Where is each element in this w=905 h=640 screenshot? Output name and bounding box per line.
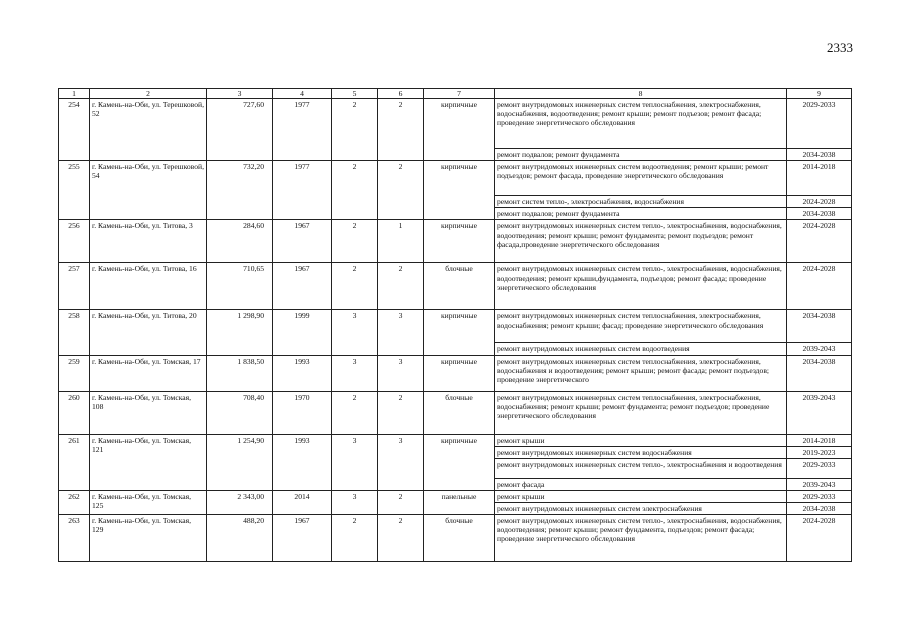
- floor-count: 2: [332, 263, 378, 310]
- building-area: 1 254,90: [207, 434, 273, 490]
- repair-period: 2039-2043: [787, 343, 852, 355]
- row-number: 257: [59, 263, 90, 310]
- construction-year: 2014: [273, 490, 332, 514]
- repair-period: 2034-2038: [787, 149, 852, 161]
- building-address: г. Камень-на-Оби, ул. Томская, 121: [90, 434, 207, 490]
- repair-work-description: ремонт внутридомовых инженерных систем тепло-, электроснабжения, водоснабжения, водоотведения; ремонт крыши,фундамента, подъездов; ремонт фасада; проведение энергетического обследования: [495, 263, 787, 310]
- repair-work-description: ремонт внутридомовых инженерных систем теплоснабжения, электроснабжения, водоснабжения; ремонт крыши; ремонт фундамента; ремонт подъездов; проведение энергетического обследования: [495, 391, 787, 434]
- building-area: 710,65: [207, 263, 273, 310]
- repair-period: 2014-2018: [787, 161, 852, 196]
- building-area: 1 838,50: [207, 355, 273, 391]
- building-area: 2 343,00: [207, 490, 273, 514]
- wall-material: кирпичные: [424, 220, 495, 263]
- floor-count: 3: [332, 310, 378, 355]
- entrance-count: 2: [378, 391, 424, 434]
- building-address: г. Камень-на-Оби, ул. Терешковой, 52: [90, 99, 207, 161]
- construction-year: 1993: [273, 434, 332, 490]
- building-area: 488,20: [207, 515, 273, 562]
- wall-material: блочные: [424, 391, 495, 434]
- construction-year: 1977: [273, 161, 332, 220]
- entrance-count: 3: [378, 310, 424, 355]
- repair-period: 2014-2018: [787, 434, 852, 446]
- construction-year: 1999: [273, 310, 332, 355]
- repair-period: 2029-2033: [787, 490, 852, 502]
- building-address: г. Камень-на-Оби, ул. Томская, 125: [90, 490, 207, 514]
- repair-work-description: ремонт подвалов; ремонт фундамента: [495, 149, 787, 161]
- row-number: 262: [59, 490, 90, 514]
- table-row: [59, 263, 852, 310]
- column-number: 1: [59, 89, 90, 99]
- entrance-count: 3: [378, 434, 424, 490]
- row-number: 263: [59, 515, 90, 562]
- wall-material: блочные: [424, 263, 495, 310]
- wall-material: кирпичные: [424, 310, 495, 355]
- entrance-count: 1: [378, 220, 424, 263]
- repair-period: 2034-2038: [787, 355, 852, 391]
- page-number: 2333: [827, 40, 853, 55]
- table-row: [59, 515, 852, 562]
- building-address: г. Камень-на-Оби, ул. Томская, 17: [90, 355, 207, 391]
- floor-count: 3: [332, 490, 378, 514]
- construction-year: 1967: [273, 515, 332, 562]
- entrance-count: 2: [378, 161, 424, 220]
- repair-period: 2024-2028: [787, 220, 852, 263]
- building-address: г. Камень-на-Оби, ул. Титова, 20: [90, 310, 207, 355]
- repair-period: 2024-2028: [787, 196, 852, 208]
- construction-year: 1977: [273, 99, 332, 161]
- column-number: 7: [424, 89, 495, 99]
- wall-material: блочные: [424, 515, 495, 562]
- repair-period: 2024-2028: [787, 263, 852, 310]
- building-area: 732,20: [207, 161, 273, 220]
- row-number: 256: [59, 220, 90, 263]
- repair-period: 2039-2043: [787, 478, 852, 490]
- floor-count: 2: [332, 161, 378, 220]
- repair-work-description: ремонт внутридомовых инженерных систем тепло-, электроснабжения и водоотведения: [495, 458, 787, 478]
- column-number: 8: [495, 89, 787, 99]
- floor-count: 2: [332, 99, 378, 161]
- floor-count: 3: [332, 434, 378, 490]
- repair-work-description: ремонт внутридомовых инженерных систем теплоснабжения, электроснабжения, водоснабжения; ремонт крыши; фасад; проведение энергетического обследования: [495, 310, 787, 343]
- wall-material: кирпичные: [424, 355, 495, 391]
- repair-work-description: ремонт подвалов; ремонт фундамента: [495, 208, 787, 220]
- repair-work-description: ремонт систем тепло-, электроснабжения, водоснабжения: [495, 196, 787, 208]
- repair-period: 2024-2028: [787, 515, 852, 562]
- wall-material: кирпичные: [424, 99, 495, 161]
- table-row: [59, 161, 852, 196]
- floor-count: 2: [332, 220, 378, 263]
- table-row: [59, 434, 852, 446]
- building-area: 1 298,90: [207, 310, 273, 355]
- column-number: 3: [207, 89, 273, 99]
- row-number: 254: [59, 99, 90, 161]
- wall-material: кирпичные: [424, 434, 495, 490]
- building-area: 708,40: [207, 391, 273, 434]
- repair-period: 2019-2023: [787, 446, 852, 458]
- table-row: [59, 220, 852, 263]
- housing-repair-table: [58, 88, 852, 562]
- building-address: г. Камень-на-Оби, ул. Титова, 16: [90, 263, 207, 310]
- floor-count: 3: [332, 355, 378, 391]
- repair-period: 2029-2033: [787, 458, 852, 478]
- table-row: [59, 99, 852, 149]
- column-number-row: [59, 89, 852, 99]
- building-address: г. Камень-на-Оби, ул. Титова, 3: [90, 220, 207, 263]
- wall-material: панельные: [424, 490, 495, 514]
- repair-work-description: ремонт внутридомовых инженерных систем водоснабжения: [495, 446, 787, 458]
- building-address: г. Камень-на-Оби, ул. Терешковой, 54: [90, 161, 207, 220]
- table-row: [59, 490, 852, 502]
- repair-work-description: ремонт крыши: [495, 490, 787, 502]
- construction-year: 1967: [273, 220, 332, 263]
- repair-period: 2034-2038: [787, 208, 852, 220]
- table-row: [59, 310, 852, 343]
- column-number: 4: [273, 89, 332, 99]
- repair-period: 2039-2043: [787, 391, 852, 434]
- entrance-count: 2: [378, 99, 424, 161]
- repair-work-description: ремонт внутридомовых инженерных систем тепло-, электроснабжения, водоснабжения, водоотведения; ремонт крыши; ремонт фундамента, подъездов; ремонт фасада; проведение энергетического обследования: [495, 515, 787, 562]
- row-number: 255: [59, 161, 90, 220]
- repair-work-description: ремонт внутридомовых инженерных систем водоотведения; ремонт крыши; ремонт подъездов; ремонт фасада, проведение энергетического обследования: [495, 161, 787, 196]
- column-number: 9: [787, 89, 852, 99]
- building-area: 284,60: [207, 220, 273, 263]
- table-row: [59, 391, 852, 434]
- row-number: 261: [59, 434, 90, 490]
- row-number: 259: [59, 355, 90, 391]
- repair-period: 2029-2033: [787, 99, 852, 149]
- wall-material: кирпичные: [424, 161, 495, 220]
- entrance-count: 2: [378, 515, 424, 562]
- building-area: 727,60: [207, 99, 273, 161]
- column-number: 6: [378, 89, 424, 99]
- repair-work-description: ремонт внутридомовых инженерных систем теплоснабжения, электроснабжения, водоснабжения и водоотведения; ремонт крыши; ремонт фасада; ремонт подъездов; проведение энергетического: [495, 355, 787, 391]
- repair-work-description: ремонт внутридомовых инженерных систем электроснабжения: [495, 502, 787, 514]
- row-number: 258: [59, 310, 90, 355]
- repair-work-description: ремонт внутридомовых инженерных систем теплоснабжения, электроснабжения, водоснабжения, водоотведения; ремонт крыши; ремонт подъезов; ремонт фасада; проведение энергетического обследования: [495, 99, 787, 149]
- repair-period: 2034-2038: [787, 310, 852, 343]
- entrance-count: 2: [378, 263, 424, 310]
- building-address: г. Камень-на-Оби, ул. Томская, 108: [90, 391, 207, 434]
- building-address: г. Камень-на-Оби, ул. Томская, 129: [90, 515, 207, 562]
- floor-count: 2: [332, 391, 378, 434]
- floor-count: 2: [332, 515, 378, 562]
- column-number: 5: [332, 89, 378, 99]
- repair-work-description: ремонт крыши: [495, 434, 787, 446]
- repair-work-description: ремонт внутридомовых инженерных систем тепло-, электроснабжения, водоснабжения, водоотведения; ремонт крыши; ремонт фундамента; ремонт подъездов; ремонт фасада,проведение энергетического обследования: [495, 220, 787, 263]
- construction-year: 1993: [273, 355, 332, 391]
- repair-period: 2034-2038: [787, 502, 852, 514]
- row-number: 260: [59, 391, 90, 434]
- construction-year: 1967: [273, 263, 332, 310]
- entrance-count: 3: [378, 355, 424, 391]
- construction-year: 1970: [273, 391, 332, 434]
- entrance-count: 2: [378, 490, 424, 514]
- repair-work-description: ремонт внутридомовых инженерных систем водоотведения: [495, 343, 787, 355]
- column-number: 2: [90, 89, 207, 99]
- repair-work-description: ремонт фасада: [495, 478, 787, 490]
- table-row: [59, 355, 852, 391]
